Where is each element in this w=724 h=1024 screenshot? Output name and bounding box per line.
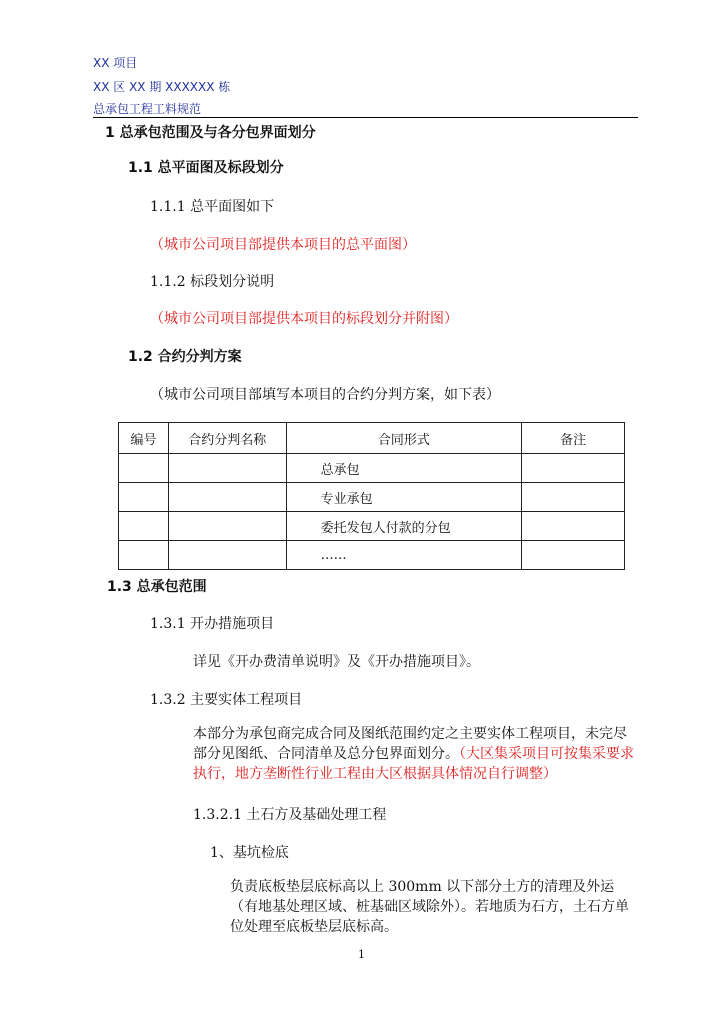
heading-section-1: 1 总承包范围及与各分包界面划分 <box>105 125 316 141</box>
header-building: XX 区 XX 期 XXXXXX 栋 <box>93 80 231 94</box>
heading-section-1-2: 1.2 合约分判方案 <box>128 349 242 365</box>
table-cell <box>168 483 286 512</box>
note-section-division: （城市公司项目部提供本项目的标段划分并附图） <box>150 311 458 327</box>
heading-section-1-1-1: 1.1.1 总平面图如下 <box>150 199 275 215</box>
note-site-plan: （城市公司项目部提供本项目的总平面图） <box>150 237 416 253</box>
heading-section-1-3-1: 1.3.1 开办措施项目 <box>150 616 275 632</box>
table-cell <box>168 454 286 483</box>
table-cell: 总承包 <box>286 454 522 483</box>
table-cell: …… <box>286 541 522 570</box>
table-cell <box>168 541 286 570</box>
note-contract-plan: （城市公司项目部填写本项目的合约分判方案，如下表） <box>150 387 500 403</box>
table-row <box>119 483 625 512</box>
paragraph-main-works-note: （大区集采项目可按集采要求执行，地方垄断性行业工程由大区根据具体情况自行调整） <box>193 746 634 782</box>
header-doc-title: 总承包工程工料规范 <box>93 102 202 116</box>
table-row <box>119 512 625 541</box>
table-cell <box>119 541 169 570</box>
table-cell <box>522 483 625 512</box>
heading-section-1-1: 1.1 总平面图及标段划分 <box>128 160 284 176</box>
table-header-cell: 合约分判名称 <box>168 423 286 454</box>
header-project: XX 项目 <box>93 56 138 70</box>
table-cell <box>522 454 625 483</box>
table-cell: 委托发包人付款的分包 <box>286 512 522 541</box>
table-cell <box>168 512 286 541</box>
table-row <box>119 454 625 483</box>
table-header-row <box>119 423 625 454</box>
table-cell <box>119 454 169 483</box>
table-header-cell: 备注 <box>522 423 625 454</box>
table-cell <box>119 483 169 512</box>
heading-section-1-3-2-1: 1.3.2.1 土石方及基础处理工程 <box>193 807 387 823</box>
table-cell: 专业承包 <box>286 483 522 512</box>
heading-section-1-1-2: 1.1.2 标段划分说明 <box>150 274 275 290</box>
table-cell <box>522 541 625 570</box>
paragraph-pit-inspection: 负责底板垫层底标高以上 300mm 以下部分土方的清理及外运（有地基处理区域、桩基础区域除外）。若地质为石方，土石方单位处理至底板垫层底标高。 <box>230 879 629 935</box>
contract-table <box>118 422 625 570</box>
text-opening-items: 详见《开办费清单说明》及《开办措施项目》。 <box>193 654 480 670</box>
table-cell <box>522 512 625 541</box>
paragraph-main-works <box>193 724 639 784</box>
table-header-cell: 合同形式 <box>286 423 522 454</box>
table-header-cell: 编号 <box>119 423 169 454</box>
heading-section-1-3: 1.3 总承包范围 <box>107 579 207 595</box>
paragraph-main-works-text: 本部分为承包商完成合同及图纸范围约定之主要实体工程项目，未完尽部分见图纸、合同清单及总分包界面划分。 <box>193 726 627 762</box>
heading-section-1-3-2: 1.3.2 主要实体工程项目 <box>150 692 303 708</box>
table-row <box>119 541 625 570</box>
table-cell <box>119 512 169 541</box>
header-rule <box>93 117 638 118</box>
list-item-pit-inspection: 1、基坑检底 <box>210 845 289 861</box>
page-number: 1 <box>358 948 365 961</box>
